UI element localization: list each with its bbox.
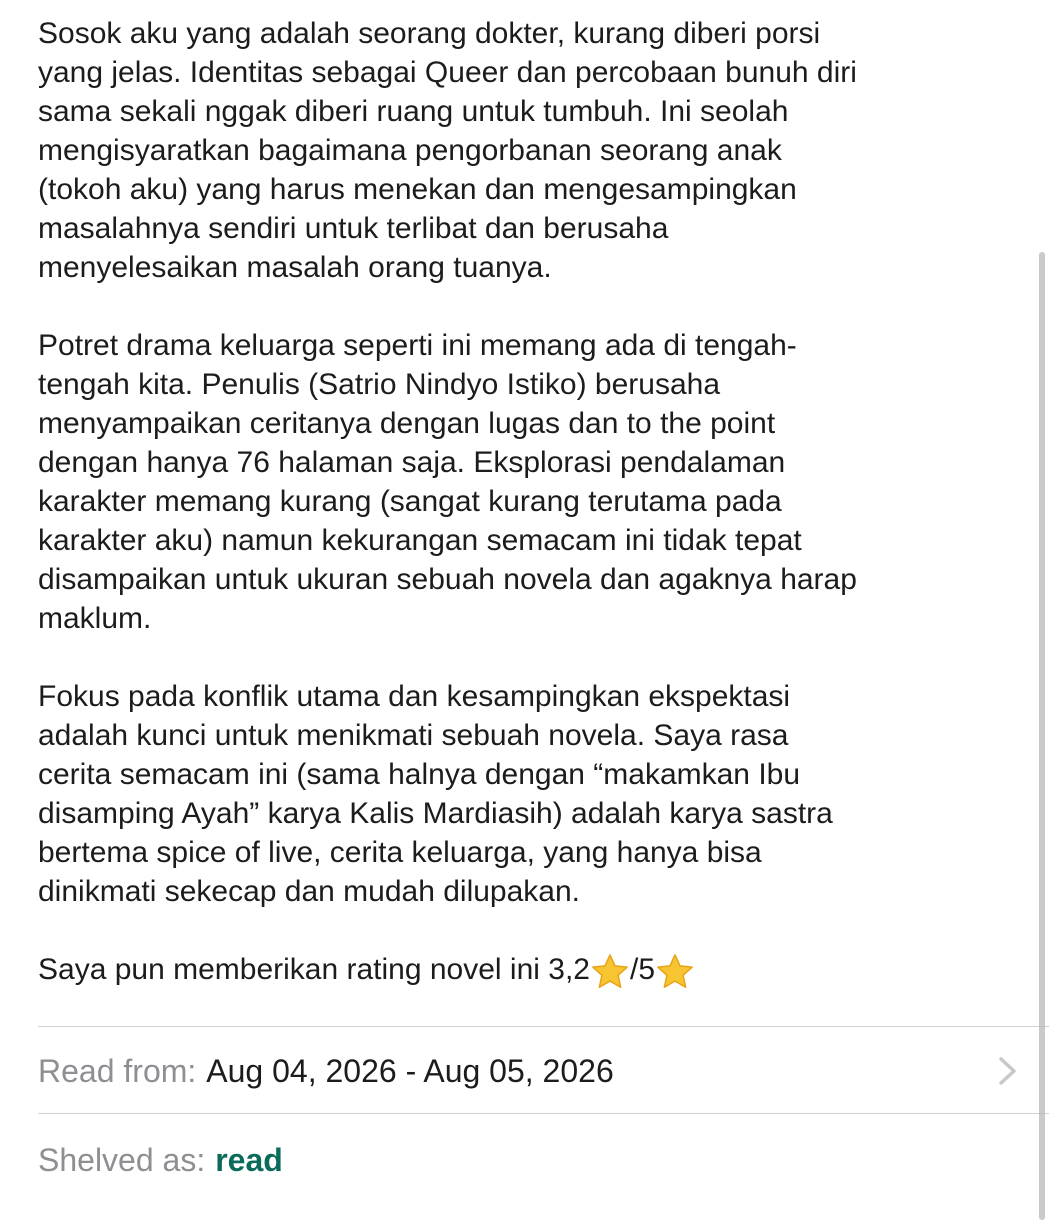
rating-separator: /5: [629, 953, 656, 986]
scrollbar[interactable]: [1039, 252, 1045, 1220]
divider: [38, 1026, 1049, 1027]
star-emoji-icon: [656, 953, 694, 991]
review-paragraph-2: Potret drama keluarga seperti ini memang ada di tengah- tengah kita. Penulis (Satrio Nindyo Istiko) berusaha menyampaikan ceritanya dengan lugas dan to the point dengan hanya 76 halaman saja. Eksplorasi pendalaman karakter memang kurang (sangat kurang terutama pada karakter aku) namun kekurangan semacam ini tidak tepat disampaikan untuk ukuran sebuah novela dan agaknya harap maklum.: [38, 329, 857, 635]
review-body: [38, 14, 1023, 989]
star-emoji-icon: [591, 953, 629, 991]
read-from-label: Read from:: [38, 1052, 197, 1089]
divider: [38, 1113, 1049, 1114]
rating-prefix: Saya pun memberikan rating novel ini 3,2: [38, 953, 590, 986]
chevron-right-icon[interactable]: [997, 1055, 1019, 1087]
review-paragraph-1: Sosok aku yang adalah seorang dokter, kurang diberi porsi yang jelas. Identitas sebagai Queer dan percobaan bunuh diri sama sekali nggak diberi ruang untuk tumbuh. Ini seolah mengisyaratkan bagaimana pengorbanan seorang anak (tokoh aku) yang harus menekan dan mengesampingkan masalahnya sendiri untuk terlibat dan berusaha menyelesaikan masalah orang tuanya.: [38, 17, 857, 284]
read-dates-value: Aug 04, 2026 - Aug 05, 2026: [206, 1052, 614, 1089]
read-dates-row[interactable]: [38, 1048, 1019, 1094]
shelved-as-label: Shelved as:: [38, 1141, 206, 1178]
shelf-link-read[interactable]: read: [215, 1141, 283, 1178]
review-paragraph-3: Fokus pada konflik utama dan kesampingkan ekspektasi adalah kunci untuk menikmati sebuah novela. Saya rasa cerita semacam ini (sama halnya dengan “makamkan Ibu disamping Ayah” karya Kalis Mardiasih) adalah karya sastra bertema spice of live, cerita keluarga, yang hanya bisa dinikmati sekecap dan mudah dilupakan.: [38, 680, 833, 908]
shelved-as-row: [38, 1137, 283, 1183]
review-rating-line: [38, 950, 1023, 989]
